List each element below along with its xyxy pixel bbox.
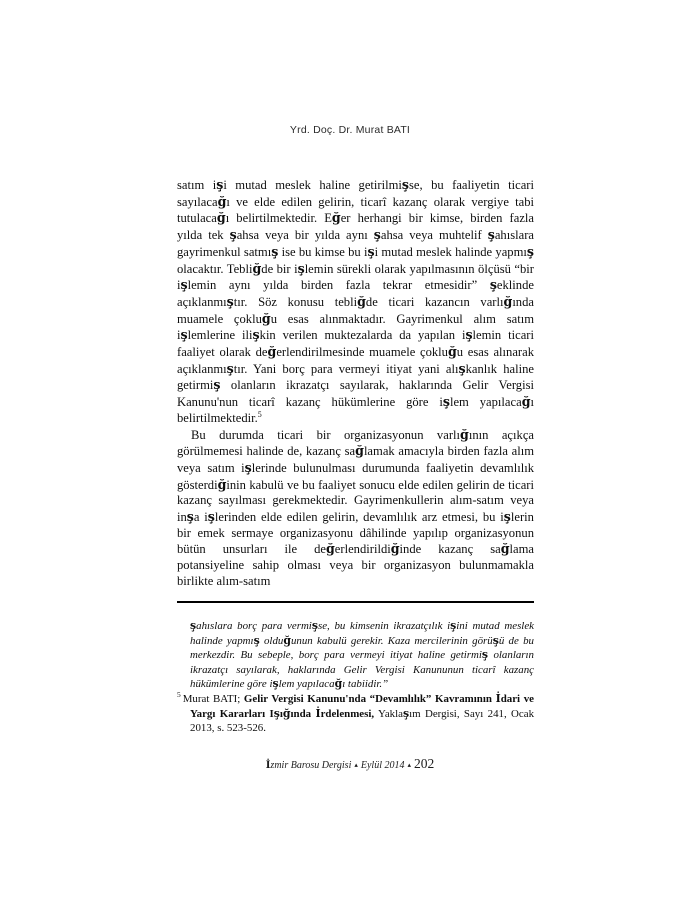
- body-text: [177, 177, 534, 590]
- paragraph-2-text: Bu durumda ticari bir organizasyonun varlığının açıkça görülmemesi halinde de, kazanç sağlamak amacıyla birden fazla alım veya satım işlerinde bulunulması durumunda faaliyetin devamlılık gösterdiğinin kabulü ve bu faaliyet sonucu elde edilen gelirin de ticari kazanç sayılması gerekmektedir. Gayrimenkullerin alım-satım veya inşa işlerinden elde edilen gelirin, devamlılık arz etmesi, bu işlerin bir emek sermaye organizasyonu dâhilinde yapılıp organizasyonun bütün unsurları ile değerlendirildiğinde kazanç sağlama potansiyeline sahip olması veya bir organizasyon bulunmamakla birlikte alım-satım: [177, 426, 534, 588]
- footer-separator-icon: ▴: [354, 761, 358, 769]
- footnote-continuation-text: şahıslara borç para vermişse, bu kimsenin ikrazatçılık işini mutad meslek halinde yapmış olduğunun kabulü gerekir. Kaza mercilerinin görüşü de bu merkezdir. Bu sebeple, borç para vermeyi itiyat haline getirmiş olanların ikrazatçı sayılarak, haklarında Gelir Vergisi Kanununun ticarî kazanç hükümlerine göre işlem yapılacağı tabiidir.”: [190, 619, 535, 691]
- footnote-reference-5: 5: [257, 409, 262, 419]
- issue-date: Eylül 2014: [360, 760, 405, 771]
- footnote-separator-rule: [177, 601, 534, 603]
- paragraph-1: [177, 177, 534, 427]
- page-footer: [0, 756, 700, 772]
- footnote-5-number: 5: [177, 690, 181, 700]
- footnote-5-text: Murat BATI; Gelir Vergisi Kanunu'nda “Devamlılık” Kavramının İdari ve Yargı Kararları Işığında İrdelenmesi, Yaklaşım Dergisi, Sayı 241, Ocak 2013, s. 523-526.: [182, 691, 535, 735]
- journal-title: İzmir Barosu Dergisi: [265, 760, 352, 771]
- page-number: 202: [414, 756, 435, 771]
- footnote-5: [177, 692, 534, 736]
- footnote-continuation: [190, 619, 534, 692]
- paragraph-2: [177, 427, 534, 590]
- paragraph-1-text: satım işi mutad meslek haline getirilmişse, bu faaliyetin ticari sayılacağı ve elde edilen gelirin, ticarî kazanç olarak vergiye tabi tutulacağı belirtilmektedir. Eğer herhangi bir kimse, birden fazla yılda tek şahsa veya bir yılda aynı şahsa veya muhtelif şahıslara gayrimenkul satmış ise bu kimse bu işi mutad meslek halinde yapmış olacaktır. Tebliğde bir işlemin sürekli olarak yapılmasının ölçüsü “bir işlemin aynı yılda birden fazla tekrar etmesidir” şeklinde açıklanmıştır. Söz konusu tebliğde ticari kazancın varlığında muamele çokluğu esas alınmaktadır. Gayrimenkul alım satım işlemlerine ilişkin verilen muktezalarda da yapılan işlemin ticari faaliyet olarak değerlendirilmesinde muamele çokluğu esas alınarak açıklanmıştır. Yani borç para vermeyi itiyat yani alışkanlık haline getirmiş olanların ikrazatçı sayılarak, haklarında Gelir Vergisi Kanunu'nun ticarî kazanç hükümlerine göre işlem yapılacağı belirtilmektedir.: [177, 177, 535, 425]
- running-header: Yrd. Doç. Dr. Murat BATI: [289, 124, 411, 136]
- footnote-area: [177, 601, 534, 736]
- footer-separator-icon: ▴: [407, 761, 411, 769]
